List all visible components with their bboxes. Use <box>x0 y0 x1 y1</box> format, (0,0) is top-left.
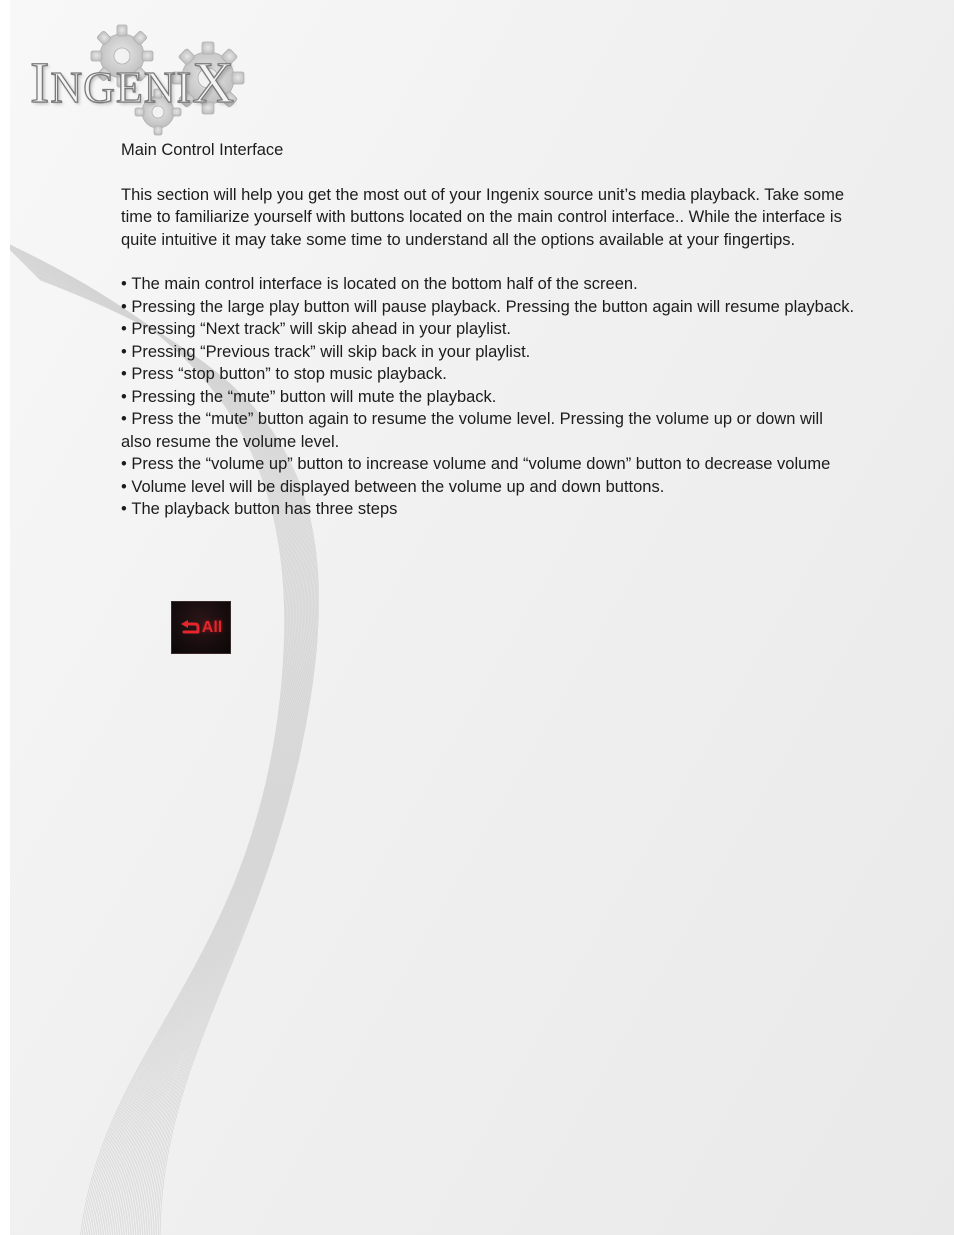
ingenix-logo <box>30 20 290 140</box>
section-title: Main Control Interface <box>121 141 284 159</box>
document-page <box>10 0 954 1235</box>
list-item: • The playback button has three steps <box>121 498 856 521</box>
list-item: • Press the “volume up” button to increase volume and “volume down” button to decrease volume <box>121 453 856 476</box>
repeat-arrow-icon <box>180 620 200 636</box>
logo-wordmark: INGENIX <box>30 50 236 115</box>
intro-paragraph: This section will help you get the most out of your Ingenix source unit’s media playback. Take some time to familiarize yourself with buttons located on the main control interface.. While the interface is quite intuitive it may take some time to understand all the options available at your fingertips. <box>121 185 845 249</box>
list-item: • Pressing the “mute” button will mute the playback. <box>121 386 856 409</box>
list-item: • Volume level will be displayed between the volume up and down buttons. <box>121 476 856 499</box>
document-body <box>121 139 856 521</box>
list-item: • Pressing “Previous track” will skip back in your playlist. <box>121 341 856 364</box>
instruction-list <box>121 273 856 521</box>
list-item: • Press “stop button” to stop music playback. <box>121 363 856 386</box>
repeat-all-button[interactable] <box>171 601 231 654</box>
list-item: • The main control interface is located on the bottom half of the screen. <box>121 273 856 296</box>
list-item: • Press the “mute” button again to resume the volume level. Pressing the volume up or down will also resume the volume level. <box>121 408 856 453</box>
repeat-all-label: All <box>201 618 223 636</box>
list-item: • Pressing the large play button will pause playback. Pressing the button again will resume playback. <box>121 296 856 319</box>
list-item: • Pressing “Next track” will skip ahead in your playlist. <box>121 318 856 341</box>
